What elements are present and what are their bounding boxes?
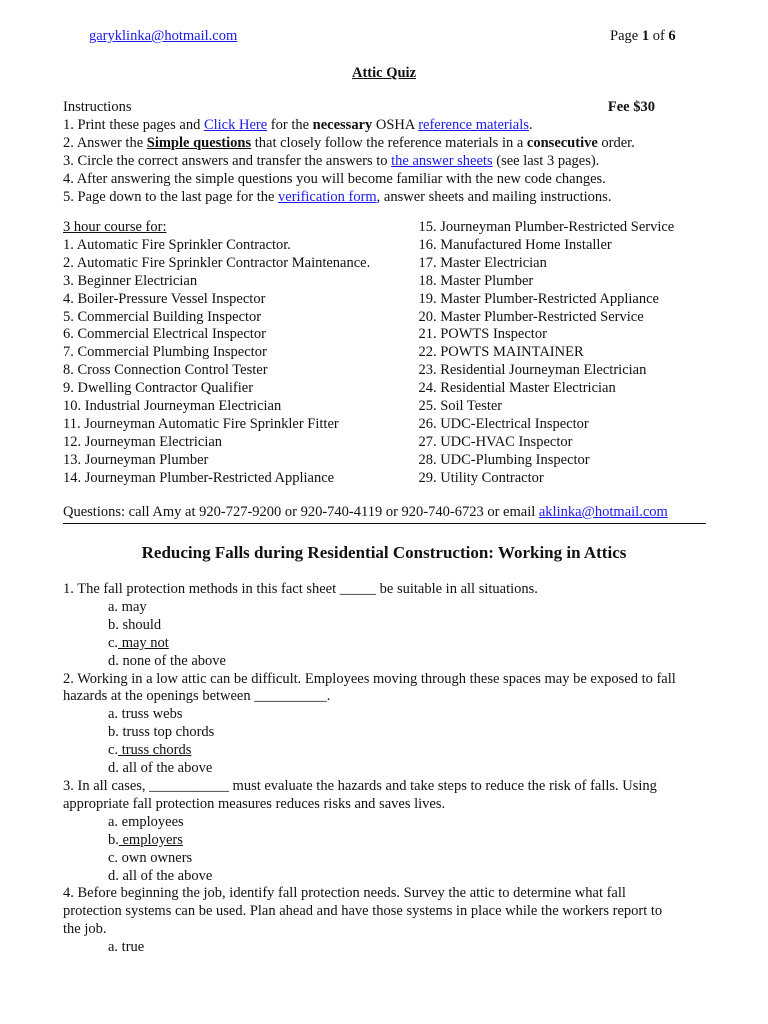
list-item: 20. Master Plumber-Restricted Service: [418, 308, 644, 325]
list-item: 1. Automatic Fire Sprinkler Contractor.: [63, 236, 291, 253]
list-item: 23. Residential Journeyman Electrician: [418, 362, 647, 379]
verification-form-link[interactable]: verification form: [278, 188, 377, 205]
answer-sheets-link[interactable]: the answer sheets: [391, 152, 493, 169]
list-item: 4. Boiler-Pressure Vessel Inspector: [63, 290, 266, 307]
instruction-line-1: 1. Print these pages and Click Here for the necessary OSHA reference materials.: [63, 116, 533, 133]
list-item: 11. Journeyman Automatic Fire Sprinkler Fitter: [63, 415, 339, 432]
section-heading: Reducing Falls during Residential Construction: Working in Attics: [141, 543, 627, 562]
list-item: 7. Commercial Plumbing Inspector: [63, 344, 267, 361]
list-item: 14. Journeyman Plumber-Restricted Appliance: [63, 469, 335, 486]
list-item: 8. Cross Connection Control Tester: [63, 362, 268, 379]
list-item: 12. Journeyman Electrician: [63, 433, 223, 450]
course-column-left: [63, 219, 418, 488]
instruction-line-2: 2. Answer the Simple questions that closely follow the reference materials in a consecutive order.: [63, 134, 635, 151]
fee-label: Fee $30: [607, 99, 655, 115]
list-item: 18. Master Plumber: [418, 272, 534, 289]
list-item: 21. POWTS Inspector: [418, 326, 547, 343]
question-2-cont: hazards at the openings between __________.: [63, 688, 331, 705]
list-item: 15. Journeyman Plumber-Restricted Service: [418, 219, 675, 235]
instruction-line-3: 3. Circle the correct answers and transfer the answers to the answer sheets (see last 3 pages).: [63, 152, 600, 169]
question-3-cont: appropriate fall protection measures reduces risks and saves lives.: [63, 795, 446, 812]
list-item: 29. Utility Contractor: [418, 469, 544, 486]
answer-option[interactable]: b. should: [108, 616, 162, 633]
question-3: 3. In all cases, ___________ must evaluate the hazards and take steps to reduce the risk of falls. Using: [63, 777, 657, 794]
list-item: 6. Commercial Electrical Inspector: [63, 326, 266, 343]
course-heading: 3 hour course for:: [63, 219, 167, 235]
list-item: 3. Beginner Electrician: [63, 272, 198, 289]
instructions-block: [63, 99, 663, 206]
answer-option[interactable]: a. employees: [108, 813, 184, 830]
instruction-line-4: 4. After answering the simple questions you will become familiar with the new code changes.: [63, 170, 606, 187]
list-item: 9. Dwelling Contractor Qualifier: [63, 380, 254, 397]
contact-email-link[interactable]: aklinka@hotmail.com: [538, 504, 668, 520]
answer-option-selected[interactable]: c. may not: [108, 634, 169, 651]
answer-option[interactable]: a. truss webs: [108, 706, 183, 723]
click-here-link[interactable]: Click Here: [203, 116, 268, 133]
answer-option[interactable]: c. own owners: [108, 849, 193, 866]
page-indicator: Page 1 of 6: [610, 28, 676, 44]
answer-option[interactable]: d. all of the above: [108, 867, 213, 884]
list-item: 22. POWTS MAINTAINER: [418, 344, 584, 361]
list-item: 10. Industrial Journeyman Electrician: [63, 398, 282, 415]
list-item: 17. Master Electrician: [418, 254, 547, 271]
question-4: 4. Before beginning the job, identify fall protection needs. Survey the attic to determine what fall: [63, 885, 626, 902]
list-item: 26. UDC-Electrical Inspector: [418, 415, 589, 432]
question-2: 2. Working in a low attic can be difficult. Employees moving through these spaces may be exposed to fall: [63, 670, 676, 687]
course-column-right: [418, 219, 713, 488]
list-item: 27. UDC-HVAC Inspector: [418, 433, 573, 450]
list-item: 2. Automatic Fire Sprinkler Contractor Maintenance.: [63, 254, 371, 271]
answer-option[interactable]: d. none of the above: [108, 652, 226, 669]
list-item: 19. Master Plumber-Restricted Appliance: [418, 290, 659, 307]
answer-option-selected[interactable]: c. truss chords: [108, 742, 192, 759]
question-1: 1. The fall protection methods in this fact sheet _____ be suitable in all situations.: [63, 581, 538, 597]
reference-materials-link[interactable]: reference materials: [418, 116, 529, 133]
quiz-questions: [63, 581, 713, 957]
answer-option[interactable]: d. all of the above: [108, 760, 213, 777]
question-4-cont: the job.: [63, 921, 107, 938]
question-4-cont: protection systems can be used. Plan ahead and have those systems in place while the workers report to: [63, 903, 663, 920]
answer-option-selected[interactable]: b. employers: [108, 831, 183, 848]
list-item: 16. Manufactured Home Installer: [418, 236, 612, 253]
list-item: 24. Residential Master Electrician: [418, 380, 616, 397]
answer-option[interactable]: a. true: [108, 939, 145, 956]
answer-option[interactable]: a. may: [108, 598, 147, 615]
contact-line: Questions: call Amy at 920-727-9200 or 920-740-4119 or 920-740-6723 or email aklinka@hotmail.com: [63, 504, 706, 524]
instruction-line-5: 5. Page down to the last page for the verification form, answer sheets and mailing instructions.: [63, 188, 612, 205]
instructions-heading: Instructions: [63, 99, 132, 115]
course-list: [63, 219, 713, 488]
list-item: 13. Journeyman Plumber: [63, 451, 209, 468]
header-email-link[interactable]: garyklinka@hotmail.com: [89, 28, 238, 44]
answer-option[interactable]: b. truss top chords: [108, 724, 215, 741]
list-item: 28. UDC-Plumbing Inspector: [418, 451, 590, 468]
page-title: Attic Quiz: [351, 65, 417, 81]
list-item: 25. Soil Tester: [418, 398, 503, 415]
list-item: 5. Commercial Building Inspector: [63, 308, 262, 325]
